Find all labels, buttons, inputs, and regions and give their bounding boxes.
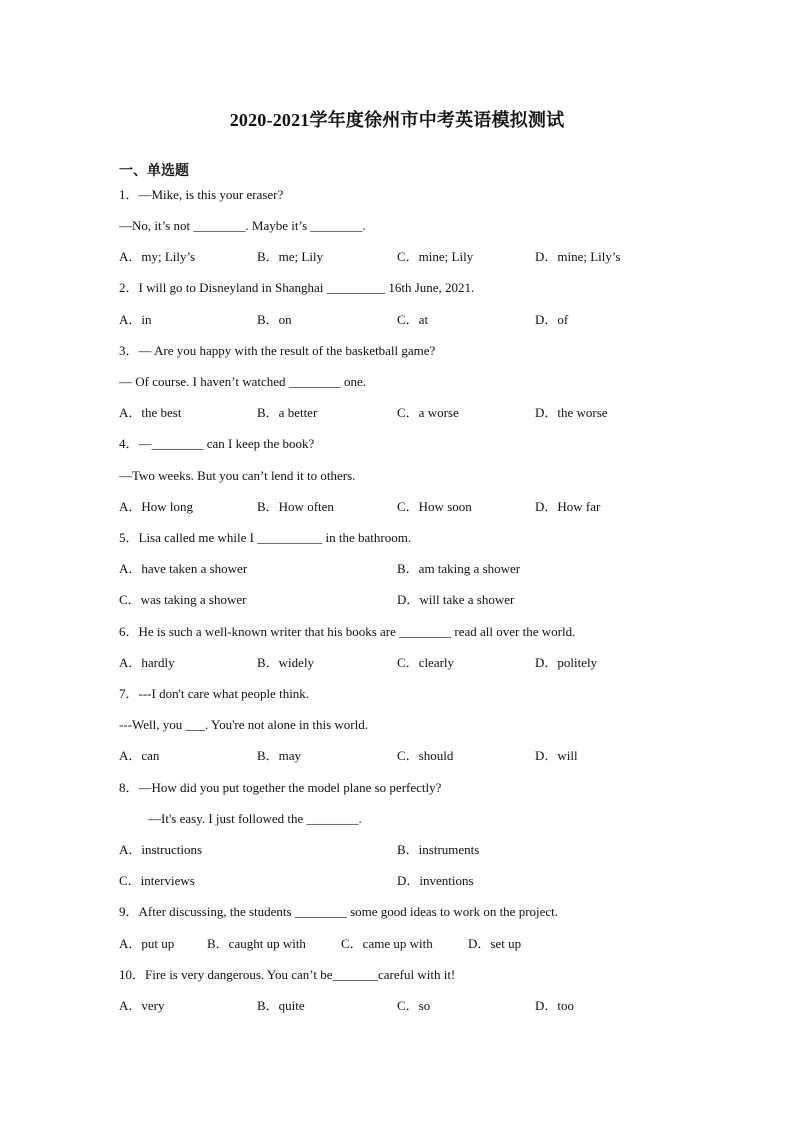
q8-option-a[interactable]: A．instructions [119, 842, 203, 857]
q9-option-d[interactable]: D．set up [468, 936, 522, 951]
question-8-stem: 8．—How did you put together the model plane so perfectly? [119, 780, 442, 795]
section-heading: 一、单选题 [119, 164, 189, 179]
q2-option-b[interactable]: B．on [257, 312, 292, 327]
q2-option-a[interactable]: A．in [119, 312, 152, 327]
q5-option-b[interactable]: B．am taking a shower [397, 561, 521, 576]
q1-option-c[interactable]: C．mine; Lily [397, 249, 474, 264]
q4-option-d[interactable]: D．How far [535, 499, 601, 514]
q4-option-b[interactable]: B．How often [257, 499, 334, 514]
question-4-line: —Two weeks. But you can’t lend it to others. [119, 468, 356, 483]
question-9-stem: 9．After discussing, the students ________ some good ideas to work on the project. [119, 904, 559, 919]
q9-option-b[interactable]: B．caught up with [207, 936, 306, 951]
q2-option-d[interactable]: D．of [535, 312, 569, 327]
q5-option-a[interactable]: A．have taken a shower [119, 561, 248, 576]
question-1-stem: 1．—Mike, is this your eraser? [119, 187, 284, 202]
question-7-stem: 7．---I don't care what people think. [119, 686, 310, 701]
q6-option-c[interactable]: C．clearly [397, 655, 455, 670]
q10-option-c[interactable]: C．so [397, 998, 431, 1013]
q3-option-b[interactable]: B．a better [257, 405, 318, 420]
q3-option-d[interactable]: D．the worse [535, 405, 608, 420]
question-3-line: — Of course. I haven’t watched ________ one. [119, 374, 367, 389]
q3-option-a[interactable]: A．the best [119, 405, 182, 420]
q8-option-b[interactable]: B．instruments [397, 842, 480, 857]
q7-option-a[interactable]: A．can [119, 748, 160, 763]
q7-option-c[interactable]: C．should [397, 748, 454, 763]
q9-option-c[interactable]: C．came up with [341, 936, 433, 951]
q1-option-d[interactable]: D．mine; Lily’s [535, 249, 621, 264]
q8-option-d[interactable]: D．inventions [397, 873, 474, 888]
q10-option-d[interactable]: D．too [535, 998, 575, 1013]
q7-option-d[interactable]: D．will [535, 748, 578, 763]
q6-option-a[interactable]: A．hardly [119, 655, 175, 670]
q4-option-c[interactable]: C．How soon [397, 499, 472, 514]
question-4-stem: 4．—________ can I keep the book? [119, 436, 315, 451]
q10-option-a[interactable]: A．very [119, 998, 165, 1013]
question-7-line: ---Well, you ___. You're not alone in this world. [119, 717, 368, 732]
q1-option-a[interactable]: A．my; Lily’s [119, 249, 196, 264]
question-10-stem: 10．Fire is very dangerous. You can’t be_______careful with it! [119, 967, 456, 982]
question-2-stem: 2．I will go to Disneyland in Shanghai _________ 16th June, 2021. [119, 280, 475, 295]
question-8-line: —It's easy. I just followed the ________. [148, 811, 362, 826]
q8-option-c[interactable]: C．interviews [119, 873, 195, 888]
q4-option-a[interactable]: A．How long [119, 499, 194, 514]
q10-option-b[interactable]: B．quite [257, 998, 305, 1013]
question-3-stem: 3．— Are you happy with the result of the basketball game? [119, 343, 436, 358]
q5-option-d[interactable]: D．will take a shower [397, 592, 515, 607]
q5-option-c[interactable]: C．was taking a shower [119, 592, 247, 607]
question-5-stem: 5．Lisa called me while I __________ in the bathroom. [119, 530, 412, 545]
question-1-line: —No, it’s not ________. Maybe it’s ________. [119, 218, 366, 233]
q2-option-c[interactable]: C．at [397, 312, 429, 327]
q1-option-b[interactable]: B．me; Lily [257, 249, 324, 264]
q9-option-a[interactable]: A．put up [119, 936, 175, 951]
q3-option-c[interactable]: C．a worse [397, 405, 459, 420]
question-6-stem: 6．He is such a well-known writer that his books are ________ read all over the world. [119, 624, 576, 639]
q7-option-b[interactable]: B．may [257, 748, 302, 763]
page-title: 2020-2021学年度徐州市中考英语模拟测试 [229, 110, 565, 130]
q6-option-d[interactable]: D．politely [535, 655, 598, 670]
q6-option-b[interactable]: B．widely [257, 655, 315, 670]
